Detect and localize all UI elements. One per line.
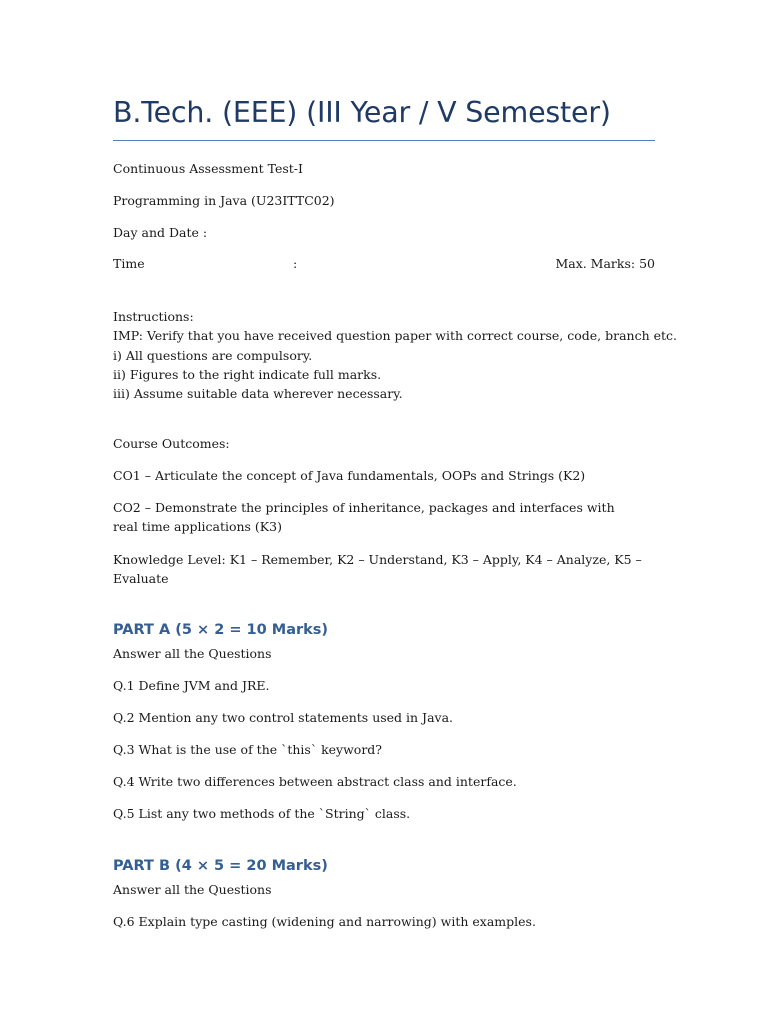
instructions-heading: Instructions: — [113, 309, 194, 324]
question-item: Q.5 List any two methods of the `String` class. — [113, 806, 411, 821]
page-title: B.Tech. (EEE) (III Year / V Semester) — [113, 96, 611, 129]
question-item: Q.1 Define JVM and JRE. — [113, 678, 270, 693]
knowledge-level: Knowledge Level: K1 – Remember, K2 – Understand, K3 – Apply, K4 – Analyze, K5 – Evaluate — [113, 552, 642, 586]
instructions-block — [113, 307, 677, 403]
instruction-item: iii) Assume suitable data wherever necessary. — [113, 386, 403, 402]
course-outcomes-heading: Course Outcomes: — [113, 436, 230, 451]
part-a-instruction: Answer all the Questions — [113, 646, 272, 661]
test-name: Continuous Assessment Test-I — [113, 161, 303, 176]
day-date-label: Day and Date : — [113, 225, 208, 240]
question-item: Q.3 What is the use of the `this` keyword? — [113, 742, 383, 757]
instruction-item: IMP: Verify that you have received question paper with correct course, code, branch etc. — [113, 328, 678, 344]
question-item: Q.4 Write two differences between abstract class and interface. — [113, 774, 517, 789]
part-b-instruction: Answer all the Questions — [113, 882, 272, 897]
title-divider — [113, 140, 655, 141]
time-label: Time — [113, 256, 145, 271]
course-outcome-co2: CO2 – Demonstrate the principles of inheritance, packages and interfaces with real time applications (K3) — [113, 500, 615, 534]
course-outcome-co1: CO1 – Articulate the concept of Java fundamentals, OOPs and Strings (K2) — [113, 468, 586, 483]
question-item: Q.2 Mention any two control statements used in Java. — [113, 710, 454, 725]
part-a-heading: PART A (5 × 2 = 10 Marks) — [113, 622, 329, 638]
question-item: Q.6 Explain type casting (widening and narrowing) with examples. — [113, 914, 536, 929]
time-row — [113, 256, 655, 275]
part-b-heading: PART B (4 × 5 = 20 Marks) — [113, 858, 328, 874]
course-name: Programming in Java (U23ITTC02) — [113, 193, 335, 208]
instruction-item: ii) Figures to the right indicate full marks. — [113, 366, 382, 382]
instruction-item: i) All questions are compulsory. — [113, 347, 313, 363]
time-colon: : — [293, 256, 298, 271]
max-marks: Max. Marks: 50 — [555, 256, 655, 271]
